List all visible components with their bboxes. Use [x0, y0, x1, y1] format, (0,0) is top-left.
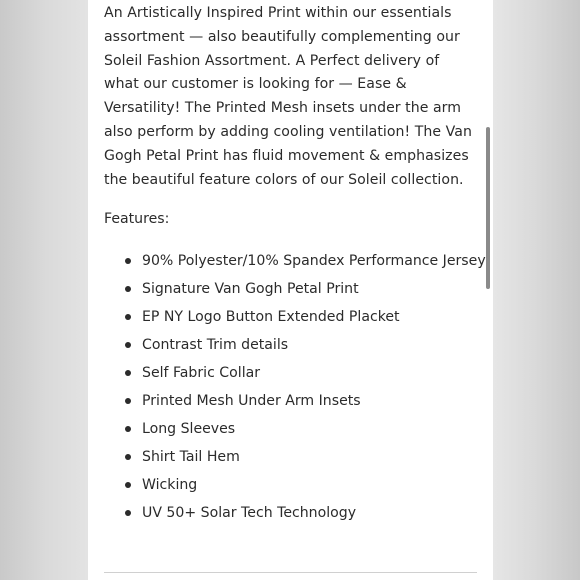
- feature-text: Wicking: [142, 477, 198, 493]
- bullet-icon: [125, 482, 131, 488]
- feature-text: Long Sleeves: [142, 421, 236, 437]
- feature-text: Self Fabric Collar: [142, 365, 261, 381]
- feature-item: [104, 387, 476, 415]
- feature-item: [104, 331, 476, 359]
- feature-item: [104, 471, 476, 499]
- features-list: [104, 247, 486, 527]
- feature-item: [104, 275, 476, 303]
- feature-text: Contrast Trim details: [142, 337, 289, 353]
- feature-text: EP NY Logo Button Extended Placket: [142, 309, 400, 325]
- feature-text: 90% Polyester/10% Spandex Performance Jersey: [142, 253, 486, 269]
- product-description-panel: [88, 0, 493, 580]
- bullet-icon: [125, 454, 131, 460]
- bullet-icon: [125, 286, 131, 292]
- feature-item: [104, 415, 476, 443]
- feature-item: [104, 443, 476, 471]
- section-divider: [104, 572, 477, 573]
- feature-item: [104, 303, 476, 331]
- feature-text: Printed Mesh Under Arm Insets: [142, 393, 361, 409]
- bullet-icon: [125, 510, 131, 516]
- feature-text: Shirt Tail Hem: [142, 449, 240, 465]
- scrollbar-thumb[interactable]: [486, 127, 490, 289]
- feature-item: [104, 499, 476, 527]
- bullet-icon: [125, 426, 131, 432]
- feature-item: [104, 247, 486, 275]
- product-description: An Artistically Inspired Print within our essentials assortment — also beautifully complementing our Soleil Fashion Assortment. A Perfect delivery of what our customer is looking for — Ease & Versatility! The Printed Mesh insets under the arm also perform by adding cooling ventilation! The Van Gogh Petal Print has fluid movement & emphasizes the beautiful feature colors of our Soleil collection.: [104, 5, 472, 188]
- feature-text: Signature Van Gogh Petal Print: [142, 281, 359, 297]
- bullet-icon: [125, 398, 131, 404]
- feature-item: [104, 359, 476, 387]
- features-heading: Features:: [104, 211, 170, 227]
- feature-text: UV 50+ Solar Tech Technology: [142, 505, 357, 521]
- bullet-icon: [125, 370, 131, 376]
- bullet-icon: [125, 314, 131, 320]
- bullet-icon: [125, 342, 131, 348]
- bullet-icon: [125, 258, 131, 264]
